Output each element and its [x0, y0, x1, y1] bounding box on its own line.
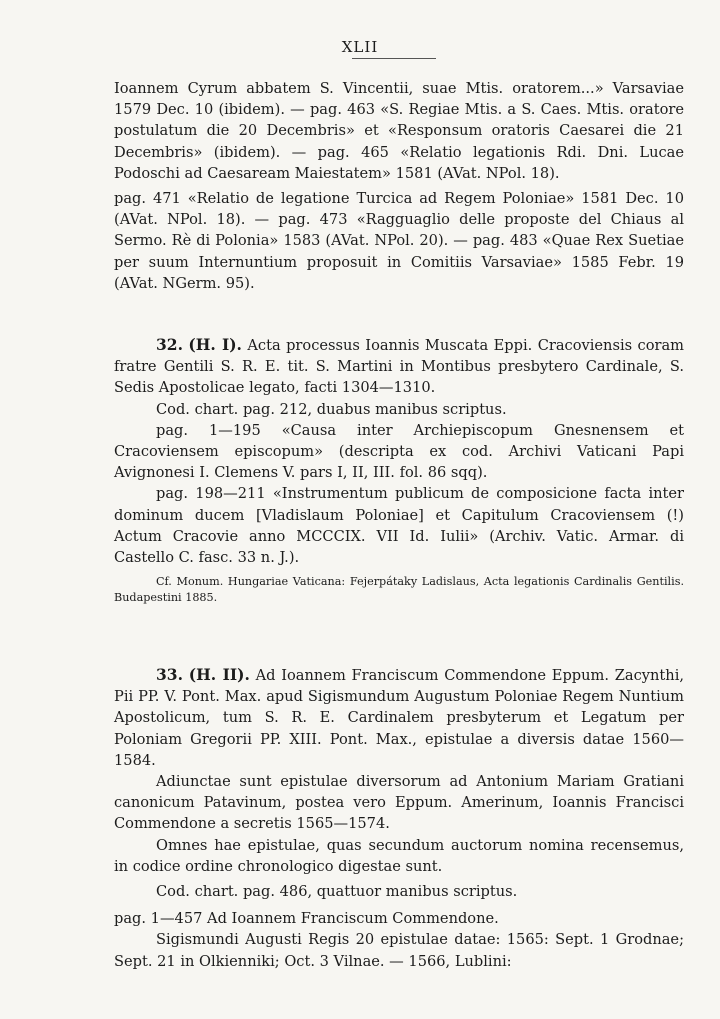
section-shelfmark: (H. I).	[188, 335, 242, 354]
header-rule	[352, 58, 436, 59]
entry: pag. 198—211 «Instrumentum publicum de composicione facta inter dominum ducem [Vladislaum Poloniae] et Capitulum Cracoviensem (!) Actum Cracovie anno MCCCIX. VII Id. Iulii» (Archiv. Vatic. Armar. di Castello C. fasc. 33 n. J.).	[114, 485, 684, 567]
paragraph: pag. 471 «Relatio de legatione Turcica ad Regem Poloniae» 1581 Dec. 10 (AVat. NPol. 18). — pag. 473 «Ragguaglio delle proposte del Chiaus al Sermo. Rè di Polonia» 1583 (AVat. NPol. 20). — pag. 483 «Quae Rex Suetiae per suum Internuntium proposuit in Comitiis Varsaviae» 1585 Febr. 19 (AVat. NGerm. 95).	[114, 190, 684, 292]
paragraph: Adiunctae sunt epistulae diversorum ad Antonium Mariam Gratiani canonicum Patavinum, postea vero Eppum. Amerinum, Ioannis Francisci Commendone a secretis 1565—1574.	[114, 773, 684, 833]
section-32	[114, 334, 684, 606]
entry: pag. 1—195 «Causa inter Archiepiscopum Gnesnensem et Cracoviensem episcopum» (descripta ex cod. Archivi Vaticani Papi Avignonesi I. Clemens V. pars I, II, III. fol. 86 sqq).	[114, 421, 684, 482]
entry: pag. 1—457 Ad Ioannem Franciscum Commendone.	[114, 910, 499, 928]
paragraph: Ioannem Cyrum abbatem S. Vincentii, suae Mtis. oratorem...» Varsaviae 1579 Dec. 10 (ibidem). — pag. 463 «S. Regiae Mtis. a S. Caes. Mtis. oratore postulatum die 20 Decembris» et «Responsum oratoris Caesarei die 21 Decembris» (ibidem). — pag. 465 «Relatio legationis Rdi. Dni. Lucae Podoschi ad Caesaream Maiestatem» 1581 (AVat. NPol. 18).	[114, 80, 684, 182]
codex-description: Cod. chart. pag. 212, duabus manibus scriptus.	[156, 400, 507, 418]
entry: Sigismundi Augusti Regis 20 epistulae datae: 1565: Sept. 1 Grodnae; Sept. 21 in Olkienniki; Oct. 3 Vilnae. — 1566, Lublini:	[114, 931, 684, 970]
bibliographic-note: Cf. Monum. Hungariae Vaticana: Fejerpátaky Ladislaus, Acta legationis Cardinalis Gentilis. Budapestini 1885.	[114, 575, 684, 605]
page-number: XLII	[341, 38, 379, 56]
section-shelfmark: (H. II).	[188, 665, 250, 684]
section-title: Ad Ioannem Franciscum Commendone Eppum. Zacynthi, Pii PP. V. Pont. Max. apud Sigismundum Augustum Poloniae Regem Nuntium Apostolicum, tum S. R. E. Cardinalem presbyterum et Legatum per Poloniam Gregorii PP. XIII. Pont. Max., epistulae a diversis datae 1560—1584.	[114, 667, 685, 769]
section-title: Acta processus Ioannis Muscata Eppi. Cracoviensis coram fratre Gentili S. R. E. tit. S. Martini in Montibus presbytero Cardinale, S. Sedis Apostolicae legato, facti 1304—1310.	[114, 337, 685, 397]
codex-description: Cod. chart. pag. 486, quattuor manibus scriptus.	[156, 883, 518, 901]
section-31-continuation	[114, 78, 684, 294]
section-number: 33.	[156, 665, 183, 684]
section-number: 32.	[156, 335, 183, 354]
paragraph: Omnes hae epistulae, quas secundum auctorum nomina recensemus, in codice ordine chronologico digestae sunt.	[114, 836, 684, 875]
section-33	[114, 664, 684, 972]
